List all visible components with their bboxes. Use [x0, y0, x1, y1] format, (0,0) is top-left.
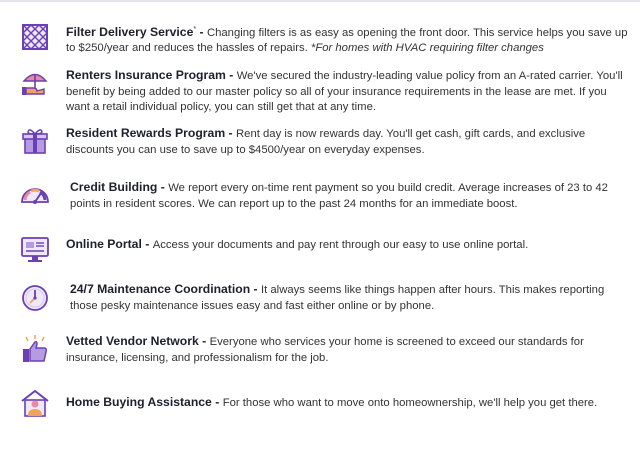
thumbs-up-icon [20, 334, 50, 364]
service-description-block [66, 395, 630, 412]
service-description-block [66, 22, 630, 57]
service-title: Online Portal [66, 237, 142, 251]
clock-icon [20, 282, 50, 312]
service-description: We've secured the industry-leading value policy from an A-rated carrier. You'll benefit by being added to our master policy so all of your insurance requirements in the lease are met. If you want a retail individual policy, you can still get that at any time. [66, 70, 623, 113]
service-description: Everyone who services your home is screened to exceed our standards for insurance, licensing, and professionalism for the job. [66, 336, 584, 364]
service-title-asterisk: * [193, 26, 197, 33]
service-description-block [66, 334, 630, 366]
title-separator: - [211, 395, 223, 409]
title-separator: - [196, 24, 207, 39]
service-title: Filter Delivery Service [66, 24, 194, 39]
service-title: Resident Rewards Program [66, 126, 226, 140]
service-description-block [66, 237, 630, 254]
service-title: Renters Insurance Program [66, 68, 226, 82]
service-title: 24/7 Maintenance Coordination [70, 282, 251, 296]
service-description: Changing filters is as easy as opening the front door. This service helps you save up to $250/year and reduces the hassles of repairs. [66, 26, 628, 55]
service-description: For those who want to move onto homeownership, we'll help you get there. [222, 397, 598, 409]
service-description: We report every on-time rent payment so you build credit. Average increases of 23 to 42 points in resident scores. We can report up to the past 24 months for an immediate boost. [70, 182, 608, 210]
house-person-icon [20, 388, 50, 418]
monitor-icon [20, 234, 50, 264]
service-description-block [70, 180, 630, 212]
service-description-block [70, 282, 630, 314]
service-description-block [66, 126, 630, 158]
top-divider [0, 0, 640, 2]
air-filter-icon [20, 22, 50, 52]
title-separator: - [225, 68, 237, 82]
title-separator: - [250, 282, 261, 296]
gift-icon [20, 126, 50, 156]
service-description: Access your documents and pay rent through our easy to use online portal. [152, 239, 529, 251]
service-title: Credit Building [70, 180, 158, 194]
title-separator: - [198, 334, 210, 348]
service-title: Home Buying Assistance [66, 395, 212, 409]
service-title: Vetted Vendor Network [66, 334, 199, 348]
service-description: Rent day is now rewards day. You'll get cash, gift cards, and exclusive discounts you can use to save up to $4500/year on everyday expenses. [66, 128, 586, 156]
umbrella-hand-icon [20, 68, 50, 98]
title-separator: - [141, 237, 153, 251]
service-description: It always seems like things happen after hours. This makes reporting those pesky maintenance issues easy and fast either online or by phone. [70, 284, 605, 312]
title-separator: - [157, 180, 169, 194]
credit-gauge-icon [20, 180, 50, 210]
title-separator: - [225, 126, 237, 140]
service-description-block [66, 68, 630, 116]
service-footnote: *For homes with HVAC requiring filter changes [310, 42, 544, 55]
